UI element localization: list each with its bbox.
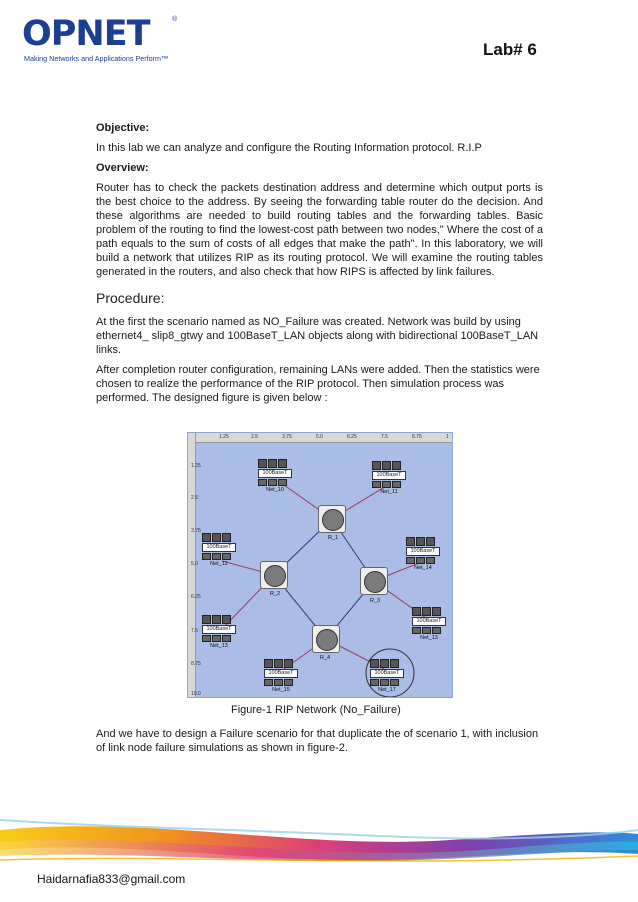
- tick-left-3: 5.0: [191, 561, 198, 567]
- lan-node: [406, 537, 440, 571]
- tick-top-1: 1.25: [219, 434, 229, 440]
- tick-top-6: 7.5: [381, 434, 388, 440]
- router-label: R_1: [328, 535, 339, 541]
- router-label: R_3: [370, 598, 381, 604]
- lab-title: Lab# 6: [483, 40, 537, 59]
- lan-type-label: 100BaseT: [258, 469, 292, 478]
- tick-left-7: 10.0: [191, 691, 201, 697]
- lan-type-label: 100BaseT: [372, 471, 406, 480]
- overview-heading: Overview:: [96, 162, 149, 174]
- objective-heading: Objective:: [96, 122, 150, 134]
- logo-registered-mark: ®: [172, 16, 178, 23]
- lan-type-label: 100BaseT: [264, 669, 298, 678]
- logo-wordmark: OPNET: [22, 14, 150, 54]
- top-ruler: [188, 433, 452, 443]
- procedure-section: [96, 290, 543, 405]
- lan-node: [264, 659, 298, 693]
- procedure-paragraph-2: After completion router configuration, remaining LANs were added. Then the statistics were chosen to realize the performance of the RIP protocol. Then simulation process was performed. The designed figure is given below :: [96, 364, 540, 404]
- closing-text: And we have to design a Failure scenario for that duplicate the of scenario 1, with inclusion of link node failure simulations as shown in figure-2.: [96, 728, 539, 754]
- procedure-heading: Procedure:: [96, 290, 165, 306]
- opnet-logo: [22, 14, 182, 66]
- router-label: R_4: [320, 655, 331, 661]
- tick-left-1: 2.5: [191, 495, 198, 501]
- tick-top-7: 8.75: [412, 434, 422, 440]
- router-icon: [312, 625, 340, 653]
- tick-top-8: 1: [446, 434, 449, 440]
- tick-top-3: 3.75: [282, 434, 292, 440]
- logo-tagline: Making Networks and Applications Perform™: [24, 54, 169, 63]
- tick-left-0: 1.25: [191, 463, 201, 469]
- tick-top-2: 2.5: [251, 434, 258, 440]
- router-icon: [318, 505, 346, 533]
- lan-name: Net_14: [414, 565, 432, 571]
- lan-type-label: 100BaseT: [412, 617, 446, 626]
- tick-left-2: 3.75: [191, 528, 201, 534]
- figure-caption: Figure-1 RIP Network (No_Failure): [231, 704, 401, 716]
- tick-top-4: 5.0: [316, 434, 323, 440]
- closing-section: [96, 727, 543, 755]
- lan-node: [370, 659, 404, 693]
- objective-text: In this lab we can analyze and configure the Routing Information protocol. R.I.P: [96, 142, 482, 154]
- lan-name: Net_13: [420, 635, 438, 641]
- lan-node: [202, 533, 236, 567]
- lan-node: [372, 461, 406, 495]
- lan-name: Net_12: [210, 561, 228, 567]
- overview-text: Router has to check the packets destination address and determine which output ports is the best choice to the address. By seeing the forwarding table router do the decision. And these algorithms are needed to build routing tables and the forwarding tables. Basic problem of the routing to find the lowest-cost path between two nodes," Where the cost of a path equals to the sum of costs of all edges that make the path". In this laboratory, we will build a network that utilizes RIP as its routing protocol. We will examine the routing tables generated in the routers, and also check that how RIPS is affected by link failures.: [96, 182, 543, 278]
- lan-name: Net_13: [210, 643, 228, 649]
- rip-network-figure: [187, 432, 453, 698]
- lan-node: [412, 607, 446, 641]
- lan-type-label: 100BaseT: [406, 547, 440, 556]
- router-icon: [260, 561, 288, 589]
- tick-left-5: 7.5: [191, 628, 198, 634]
- lan-type-label: 100BaseT: [370, 669, 404, 678]
- footer-email: Haidarnafia833@gmail.com: [37, 872, 186, 886]
- tick-left-4: 6.25: [191, 594, 201, 600]
- lan-name: Net_15: [272, 687, 290, 693]
- lan-name: Net_11: [380, 489, 398, 495]
- decorative-wave-band: [0, 810, 638, 870]
- tick-top-5: 6.25: [347, 434, 357, 440]
- objective-section: [96, 122, 543, 279]
- router-icon: [360, 567, 388, 595]
- router-label: R_2: [270, 591, 281, 597]
- lan-node: [202, 615, 236, 649]
- lan-name: Net_10: [266, 487, 284, 493]
- lan-node: [258, 459, 292, 493]
- lan-type-label: 100BaseT: [202, 543, 236, 552]
- lan-name: Net_17: [378, 687, 396, 693]
- procedure-paragraph-1: At the first the scenario named as NO_Failure was created. Network was build by using ethernet4_ slip8_gtwy and 100BaseT_LAN objects along with bidirectional 100BaseT_LAN links.: [96, 316, 539, 356]
- lan-type-label: 100BaseT: [202, 625, 236, 634]
- tick-left-6: 8.75: [191, 661, 201, 667]
